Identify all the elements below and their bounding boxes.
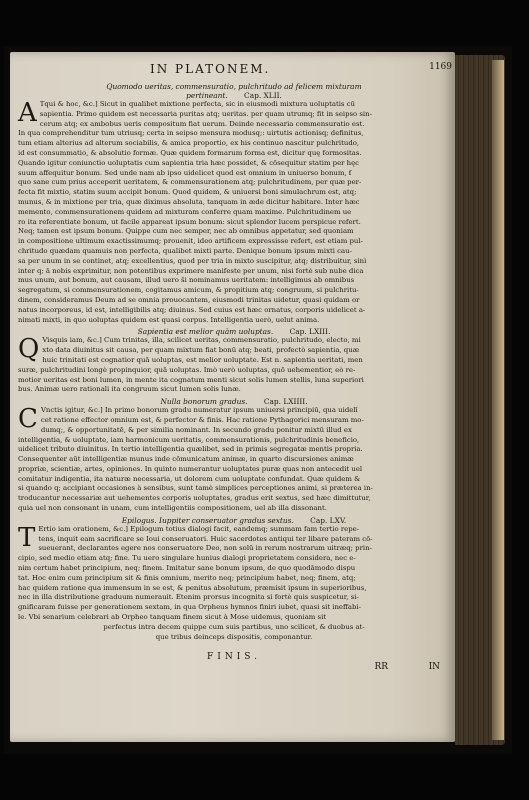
text-line: hac quidem ratione qua immensum in se est, & penitus absolutum, præmisit ipsum in superioribus,: [18, 583, 367, 592]
text-line: quo sane cum prius acceperit ueritatem, & commensurationem atq; pulchritudinem, per quæ per-: [18, 178, 362, 187]
section-title-line1: Quomodo ueritas, commensuratio, pulchritudo ad felicem mixturam: [106, 82, 362, 91]
section-text: [18, 100, 450, 325]
text-line: uidelicet tributo diuinitus. In tertio intelligentia quælibet, sed in primis segregatæ mentis propria.: [18, 445, 363, 454]
chapter-label: Cap. LXIII.: [289, 327, 331, 337]
section-title-cont: [18, 91, 450, 100]
section-title-line2: pertineant.: [186, 91, 228, 100]
finis-mark: FINIS.: [207, 652, 261, 663]
section-title: [18, 327, 450, 336]
text-line: id est consummatio, & absolutio formæ. Quæ quidem formarum forma est, dicitur quę formositas.: [18, 148, 362, 157]
text-line: gnificaram fuisse per generationem sextam, in qua Orpheus hymnos finiri iubet, quasi sit ineffabi-: [18, 603, 361, 612]
text-line: nimati mixti, in quo uoluptas quidem est quasi corpus. Intelligentia uerò, uelut anima.: [18, 315, 320, 324]
text-line: Quando igitur coniunctio uoluptatis cum sapientia tria hæc possidet, & cōsequitur statim per hęc: [18, 158, 360, 167]
text-line: tum etiam alterius ad alterum sociabilis, & amica proportio, ex his continuo nascitur pulchritudo,: [18, 139, 360, 148]
text-line: comitatur indigentia, ita naturæ necessaria, ut dolorem cum uoluptate confundat. Quæ quidem &: [18, 474, 361, 483]
page-footer: [18, 662, 450, 674]
text-line: tens, inquit eam sacrificare se Ioui conseruatori. Huic sacerdotes antiqui ter libare pateram cō-: [38, 534, 373, 543]
text-line: suræ, pulchritudini longè propinquior, quā uoluptas. Imò uerò uoluptas, quō uehementior, eò re-: [18, 365, 356, 374]
chapter-label: Cap. XLII.: [244, 91, 282, 100]
text-line: troducantur necessariæ aut uehementes corporis uoluptates, gradus erit sextus, sed hæc dimittutur,: [18, 494, 371, 503]
text-line: dinem, consideramus Deum ad se omnia prouocantem, eiusmodi trinitas uidetur, quasi quidam or: [18, 295, 360, 304]
text-line: fecta fit mixtio, statim suum accipit bonum. Quod quidem, & uniuersi boni simulachrum est, atq;: [18, 188, 357, 197]
text-line: quia uel non consonant in unam, cum intelligentiis compositionem, uel ab illa dissonant.: [18, 504, 327, 513]
section-title-text: Nulla bonorum gradus.: [160, 397, 248, 407]
text-line: ro ita referentiate bonum, ut facile appareat ipsum bonum: sicut splendor lucem perspicue refert.: [18, 217, 361, 226]
page-edges: [492, 60, 504, 740]
text-line: Visquis iam, &c.] Cum trinitas, illa, scilicet ueritas, commensuratio, pulchritudo, electo, mi: [42, 336, 361, 345]
section-title-text: Sapientia est melior quàm uoluptas.: [137, 327, 274, 337]
section-title-text: Epilogus. Iuppiter conseruator gradus sextus.: [121, 515, 294, 525]
text-line: si quando q; accipiant occasiones à sensibus, sunt tamè simplices perceptiones animi, si præterea in-: [18, 484, 373, 493]
text-line: xto data diuinitus sit causa, per quam mixtum fiat bonū atq; beati, profectò sapientia, quæ: [42, 346, 360, 355]
text-line: Tqui & hoc, &c.] Sicut in qualibet mixtione perfecta, sic in eiusmodi mixtura uoluptatis cū: [39, 100, 355, 108]
section-3: [18, 397, 450, 514]
section-text: [18, 406, 450, 514]
text-line: Ertio iam orationem, &c.] Epilogum totius dialogi facit, eandemq; summam fam tertio repe-: [38, 524, 360, 533]
text-line: Neq; tamen est ipsum bonum. Quippe cum nec semper, nec ab omnibus appetatur, sed quoniam: [18, 227, 354, 236]
running-header: [150, 62, 450, 80]
section-1: [18, 82, 450, 325]
chapter-label: Cap. LXV.: [310, 515, 347, 525]
section-title: [18, 82, 450, 91]
drop-cap: T: [18, 522, 36, 553]
text-line: sueuerant, declarantes egere nos conseruatore Deo, non solū in rerum nostrarum uitræq; prin-: [38, 544, 372, 553]
text-line: Consequenter aūt intelligentiæ munus inde cōmunicatum animæ, in quarto discursiones animæ: [18, 455, 354, 464]
text-line: dumq;, & opportunitatē, & per similia nominant. In secundo gradu ponitur mixtū illud ex: [40, 425, 352, 434]
drop-cap: A: [18, 98, 37, 128]
text-line: mus unum, aut bonum, aut causam, illud uero ši nominamus ueritatem: intelligimus ab omnibus: [18, 276, 355, 285]
section-text: [18, 522, 450, 643]
centered-line: que tribus deinceps dispositis, componantur.: [155, 632, 313, 641]
section-4: [18, 516, 450, 643]
text-line: inter q; ā nobis exprimitur, non potentibus exprimere manifeste per unum, nisi fortè sub nube dica: [18, 266, 364, 275]
text-lines: [18, 336, 450, 395]
text-line: memento, commensurationem quidem ad mixturam conferre quam maxime. Pulchritudinem ue: [18, 207, 352, 216]
drop-cap: Q: [18, 334, 40, 365]
section-text: [18, 336, 450, 395]
text-line: sapientia. Primo quidem est necessaria puritas atq; ueritas. per quam utrumq; fit in seipso sin-: [39, 109, 372, 118]
chapter-label: Cap. LXIIII.: [263, 397, 308, 407]
text-line: motior ueritas est boni lumen, in mente ita cognatum menti sicut solis lumen stellis, luna superiori: [18, 375, 364, 384]
text-lines: [18, 522, 450, 623]
text-line: cerum atq; ex ambobus ueris compositum fiat uerum. Deinde necessaria commensuratio est.: [39, 119, 365, 128]
text-line: intelligentia, & uoluptate, iam harmonicum ueritatis, commensurationis, pulchritudinis beneficio,: [18, 435, 360, 444]
text-line: bus. Animæ uero rationali ita congruum sicut lumen solis lunæ.: [18, 385, 241, 394]
catchword: IN: [428, 662, 440, 673]
text-line: tat. Hoc enim cum principium sit & finis omnium, merito neq; principium habet, neq; finem, atq;: [18, 573, 356, 582]
text-line: nec in illa distributione graduum numerauit. Etenim prorsus incognita si fortè quis suspicetur, si-: [18, 593, 359, 602]
running-title: IN PLATONEM.: [150, 62, 271, 76]
text-line: munus, & in mixtione per tria, quæ diximus absoluta, tanquam in æde dicitur habitare. Inter hæc: [18, 197, 360, 206]
text-line: Vnctis igitur, &c.] In primo bonorum gradu numeratur ipsum uniuersi principiū, qua uidelī: [40, 406, 358, 415]
text-line: suum affequitur bonum. Sed unde nam ab ipso uidelicet quod est omnium in uniuerso bonum, ẜ: [18, 168, 352, 177]
section-title: [18, 397, 450, 406]
section-2: [18, 327, 450, 395]
text-line: nim certum habet principium, neq; finem. Imitatur sane bonum ipsum, de quo quodāmodo dispu: [18, 564, 356, 573]
text-line: cet ratione effector omnium est, & perfector & finis. Hac ratione Pythagorici mensuram mo-: [40, 415, 364, 424]
drop-cap: C: [18, 404, 38, 435]
text-line: natus incorporeus, id est, intelligibilis atq; diuinus. Sed cuius est hæc ornatus, corporis uidelicet a-: [18, 305, 366, 314]
text-lines: [18, 100, 450, 325]
closing-lines: [18, 623, 450, 643]
text-line: In qua comprehenditur tum utriusq; certa in seipso mensura modusq;: uirtutis actionisq; definitus,: [18, 129, 364, 138]
text-line: propriæ, scientiæ, artes, opiniones. In quinto numerantur uoluptates puræ quas non antecedit uel: [18, 464, 363, 473]
text-line: le. Vbi senarium celebrari ab Orpheo tanquam finem sicut à Mose uidemus, quoniam sit: [18, 613, 327, 622]
text-line: cipio, sed medio etiam atq; fine. Tu uero singulare hunius dialogi proprietatem considera, nec e-: [18, 554, 356, 563]
signature-mark: RR: [374, 662, 388, 673]
text-line: chritudo quædam quamuis non perfecta, qualibet mixti parte. Denique bonum ipsum mixti cau-: [18, 246, 352, 255]
centered-line: perfectus intra decem quippe cum suis partibus, uno scilicet, & duobus at-: [103, 622, 365, 631]
page-content: [18, 82, 450, 674]
text-line: segregatum, si commensurationem, cogitamus amicum, & propitium atq; congruum, si pulchritu-: [18, 286, 359, 295]
text-line: sa per unum in se continet, atq; excellentius, quod per tria in mixto suscipitur, atq; distribuitur, sinì: [18, 256, 367, 265]
text-lines: [18, 406, 450, 514]
text-line: in compositione ultimum exactissimumq; prouenit, ideo artificem expressisse refert, est etiam pul-: [18, 237, 363, 246]
text-line: huic trinitati est cognatior quā uoluptas, est melior uoluptate. Est n. sapientia ueritati, men: [42, 355, 363, 364]
page-number: 1169: [429, 62, 452, 72]
section-title: [18, 516, 450, 525]
